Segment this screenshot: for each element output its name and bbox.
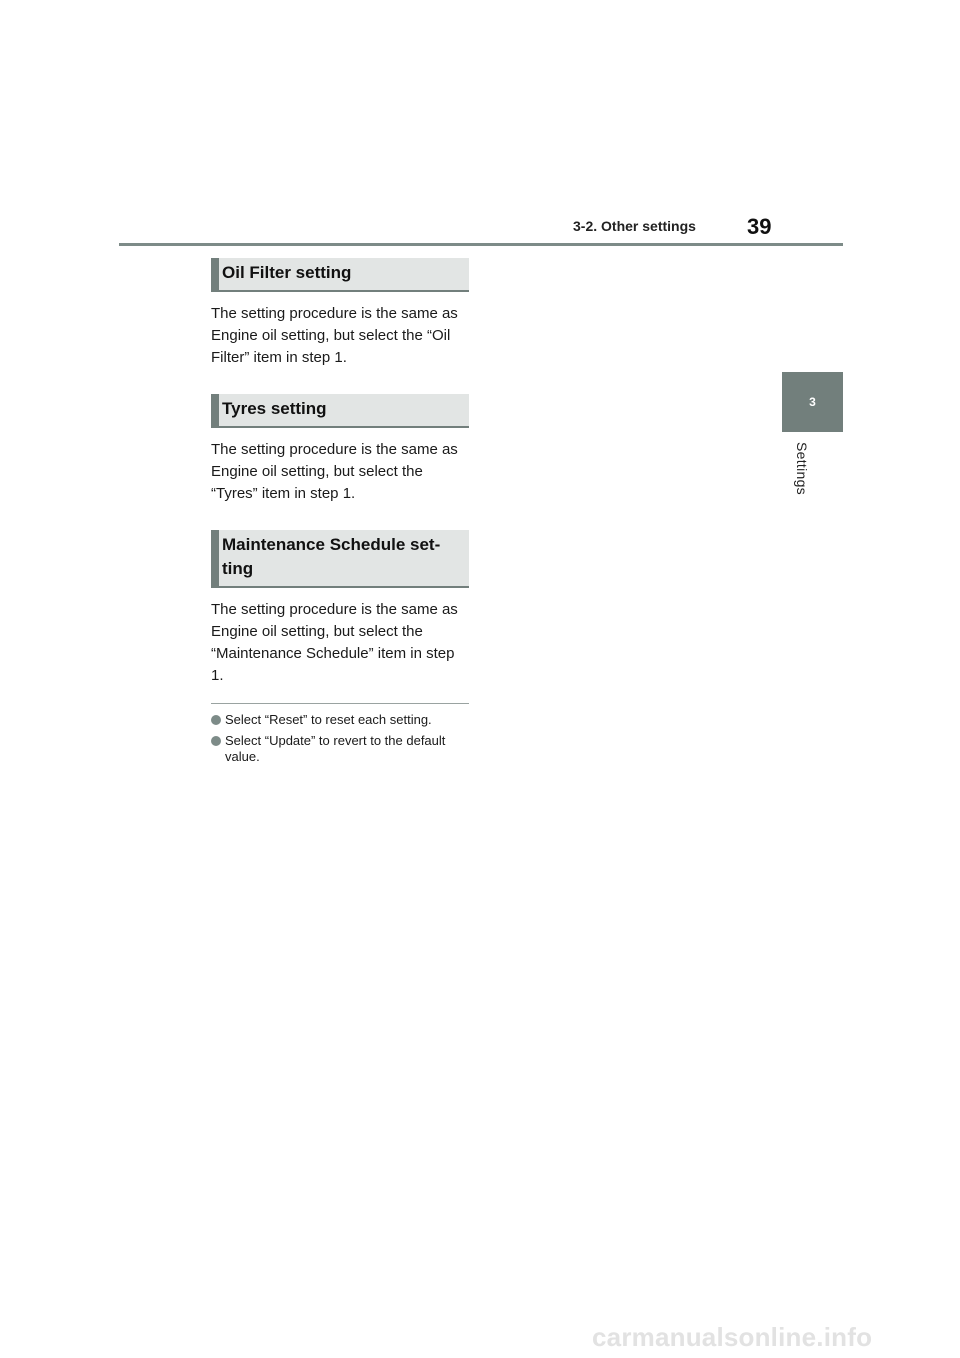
chapter-number: 3 [809,395,816,409]
note-item [211,733,469,765]
section-maintenance-schedule [211,530,469,687]
section-tyres [211,394,469,505]
section-heading: Tyres setting [211,394,469,428]
section-body: The setting procedure is the same as Engine oil setting, but select the “Tyres” item in step 1. [211,441,458,502]
section-oil-filter [211,258,469,369]
note-text: Select “Reset” to reset each setting. [225,712,432,727]
section-heading: Oil Filter setting [211,258,469,292]
note-text: Select “Update” to revert to the default value. [225,733,446,764]
content-column [211,258,469,765]
section-body: The setting procedure is the same as Engine oil setting, but select the “Maintenance Schedule” item in step 1. [211,601,458,684]
chapter-tab [782,372,843,432]
note-item [211,712,469,728]
bullet-icon [211,736,221,746]
bullet-icon [211,715,221,725]
watermark: carmanualsonline.info [592,1322,873,1352]
notes-list [211,703,469,765]
chapter-label: Settings [794,442,810,495]
section-heading: Maintenance Schedule set-ting [211,530,469,588]
header-section-title: 3-2. Other settings [573,218,696,234]
page-number: 39 [747,214,772,239]
section-body: The setting procedure is the same as Engine oil setting, but select the “Oil Filter” item in step 1. [211,305,458,366]
header-rule [119,243,843,246]
